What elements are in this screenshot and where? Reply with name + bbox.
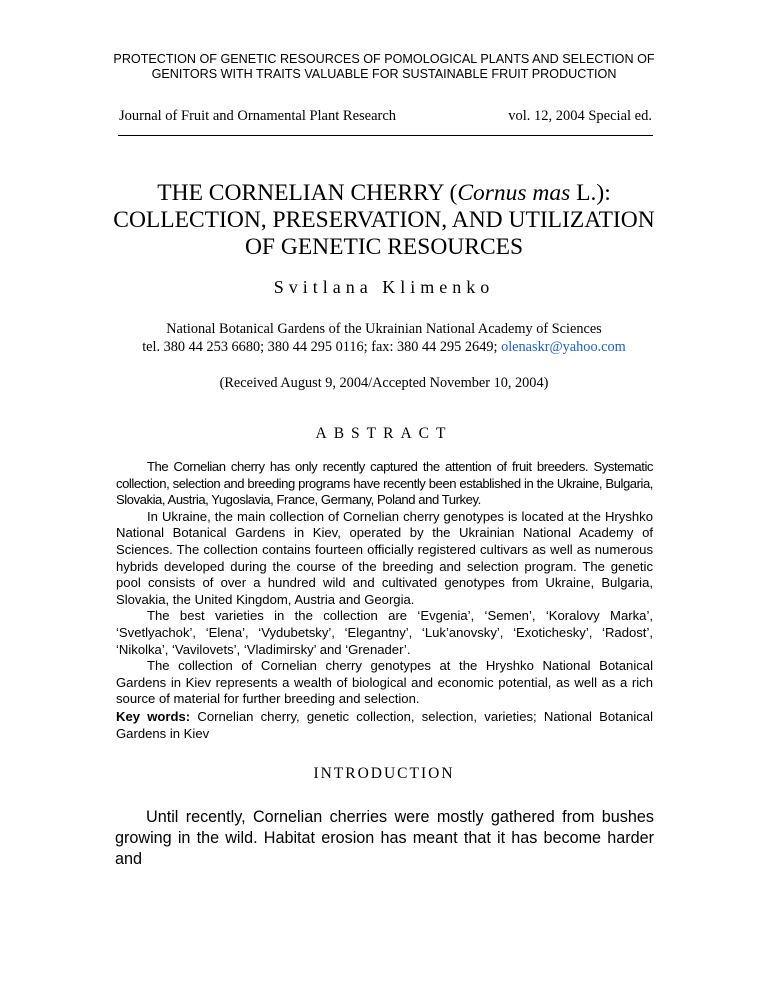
species-name: Cornus mas — [457, 180, 571, 206]
series-title: PROTECTION OF GENETIC RESOURCES OF POMOLOGICAL PLANTS AND SELECTION OF GENITORS WITH TRAITS VALUABLE FOR SUSTAINABLE FRUIT PRODUCTION — [113, 52, 655, 81]
volume-info: vol. 12, 2004 Special ed. — [508, 108, 652, 124]
abstract-body — [116, 459, 653, 708]
abstract-paragraph: The collection of Cornelian cherry genotypes at the Hryshko National Botanical Gardens in Kiev represents a wealth of biological and economic potential, as well as a rich source of material for further breeding and selection. — [116, 658, 653, 707]
introduction-heading: INTRODUCTION — [313, 765, 455, 782]
keywords-text: Cornelian cherry, genetic collection, selection, varieties; National Botanical Gardens in Kiev — [116, 709, 653, 741]
title-line-1: THE CORNELIAN CHERRY (Cornus mas L.): — [157, 180, 611, 206]
keywords-label: Key words: — [116, 709, 191, 724]
affiliation-block — [60, 320, 708, 356]
header-divider — [118, 135, 653, 136]
email-link[interactable]: olenaskr@yahoo.com — [501, 339, 626, 355]
article-title — [70, 180, 698, 261]
keywords — [116, 709, 653, 742]
journal-name: Journal of Fruit and Ornamental Plant Research — [119, 108, 397, 124]
affiliation: National Botanical Gardens of the Ukrainian National Academy of Sciences — [166, 321, 602, 337]
abstract-paragraph: The best varieties in the collection are ‘Evgenia’, ‘Semen’, ‘Koralovy Marka’, ‘Svetlyachok’, ‘Elena’, ‘Vydubetsky’, ‘Elegantny’, ‘Luk’anovsky’, ‘Exotichesky’, ‘Radost’, ‘Nikolka’, ‘Vavilovets’, ‘Vladimirsky’ and ‘Grenader’. — [116, 608, 653, 657]
author-name: Svitlana Klimenko — [273, 277, 495, 297]
title-line-3: OF GENETIC RESOURCES — [244, 234, 524, 260]
introduction-text: Until recently, Cornelian cherries were mostly gathered from bushes growing in the wild. Habitat erosion has meant that it has become harder and — [115, 808, 654, 868]
abstract-paragraph: The Cornelian cherry has only recently captured the attention of fruit breeders. Systematic collection, selection and breeding programs have recently been established in the Ukraine, Bulgaria, Slovakia, Austria, Yugoslavia, France, Germany, Poland and Turkey. — [116, 459, 653, 508]
journal-info-row — [119, 108, 652, 125]
abstract-paragraph: In Ukraine, the main collection of Cornelian cherry genotypes is located at the Hryshko National Botanical Gardens in Kiev, operated by the Ukrainian National Academy of Sciences. The collection contains fourteen officially registered cultivars as well as numerous hybrids developed during the course of the breeding and selection program. The genetic pool consists of over a hundred wild and cultivated genotypes from Ukraine, Bulgaria, Slovakia, the United Kingdom, Austria and Georgia. — [116, 508, 653, 607]
title-line-2: COLLECTION, PRESERVATION, AND UTILIZATION — [113, 207, 655, 233]
received-dates: (Received August 9, 2004/Accepted November 10, 2004) — [219, 375, 549, 391]
contact-line: tel. 380 44 253 6680; 380 44 295 0116; fax: 380 44 295 2649; olenaskr@yahoo.com — [142, 339, 626, 355]
abstract-heading: ABSTRACT — [315, 425, 453, 442]
